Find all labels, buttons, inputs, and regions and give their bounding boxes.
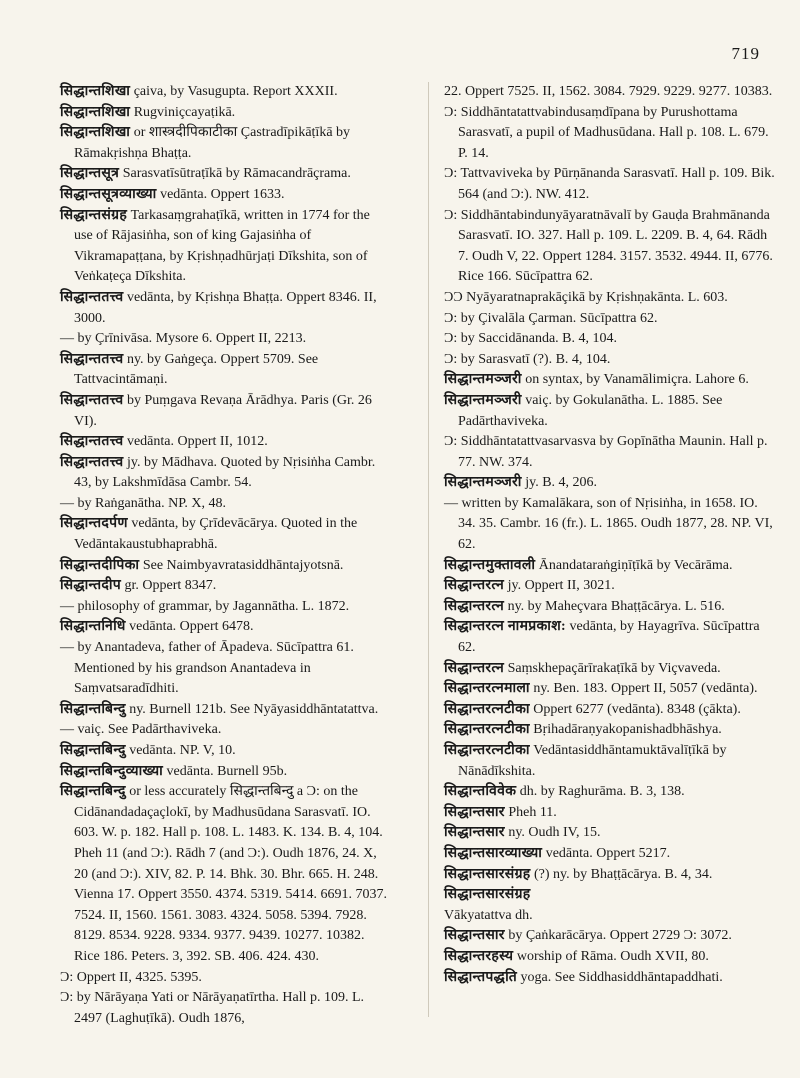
entry-text: by Çaṅkarācārya. Oppert 2729 Ɔ: 3072. <box>508 928 732 944</box>
entry-text: Oppert 6277 (vedānta). 8348 (çākta). <box>533 701 741 717</box>
entry-text: Ɔ: by Saccidānanda. B. 4, 104. <box>444 331 618 347</box>
entry-text: 22. Oppert 7525. II, 1562. 3084. 7929. 9229. 9277. 10383. <box>444 84 773 99</box>
entry-text: or शास्त्रदीपिकाटीका Çastradīpikāṭīkā by Rāmakṛishṇa Bhaṭṭa. <box>74 125 351 161</box>
entry-text: vedānta. Oppert 6478. <box>129 619 254 635</box>
entry-text: jy. by Mādhava. Quoted by Nṛisiṅha Cambr. 43, by Lakshmīdāsa Cambr. 54. <box>74 454 376 491</box>
entry-headword: सिद्धान्तदीप <box>60 578 122 594</box>
entry-headword: सिद्धान्तबिन्दु <box>60 784 126 800</box>
entry-text: vedānta, by Çrīdevācārya. Quoted in the Vedāntakaustubhaprabhā. <box>74 516 358 553</box>
entry-text: ny. by Gaṅgeça. Oppert 5709. See Tattvacintāmaṇi. <box>74 351 319 388</box>
entry-headword: सिद्धान्तरत्नटीका <box>444 701 530 717</box>
entry-text: See Naimbyavratasiddhāntajyotsnā. <box>142 557 344 573</box>
entry-headword: सिद्धान्तनिधि <box>60 619 126 635</box>
entry-headword: सिद्धान्तशिखा <box>60 84 131 99</box>
index-entry <box>444 473 776 494</box>
entry-text: çaiva, by Vasugupta. Report XXXII. <box>133 84 338 99</box>
index-entry <box>444 782 776 803</box>
entry-text: jy. B. 4, 206. <box>525 475 598 491</box>
entry-headword: सिद्धान्तदीपिका <box>60 557 140 573</box>
index-entry <box>60 741 390 762</box>
entry-text: gr. Oppert 8347. <box>124 578 217 594</box>
entry-headword: सिद्धान्तरत्न <box>444 660 505 676</box>
index-entry <box>444 720 776 741</box>
entry-text: ny. Burnell 121b. See Nyāyasiddhāntatattva. <box>129 701 379 717</box>
index-entry <box>60 432 390 453</box>
entry-headword: सिद्धान्तबिन्दु <box>60 701 126 717</box>
index-entry <box>60 617 390 638</box>
entry-headword: सिद्धान्तसारव्याख्या <box>444 845 543 861</box>
index-entry <box>444 391 776 432</box>
entry-text: Rugviniçcayaṭikā. <box>133 104 236 120</box>
entry-text: vedānta. Oppert 5217. <box>545 845 671 861</box>
index-entry <box>60 391 390 432</box>
index-entry <box>444 700 776 721</box>
entry-headword: सिद्धान्तमुक्तावली <box>444 557 536 573</box>
index-entry <box>444 288 776 309</box>
index-entry <box>60 350 390 391</box>
index-entry <box>444 741 776 782</box>
entry-headword: सिद्धान्तसारसंग्रह <box>444 866 531 882</box>
index-entry <box>444 556 776 577</box>
index-entry <box>60 514 390 555</box>
index-entry <box>60 556 390 577</box>
entry-text: Ɔ: Siddhāntatattvasarvasva by Gopīnātha Maunin. Hall p. 77. NW. 374. <box>444 434 768 470</box>
entry-headword: सिद्धान्तबिन्दु <box>60 743 126 758</box>
entry-text: Ɔ: by Nārāyaṇa Yati or Nārāyaṇatīrtha. Hall p. 109. L. 2497 (Laghuṭīkā). Oudh 1876, <box>60 990 365 1026</box>
page-number: 719 <box>731 44 760 63</box>
index-entry <box>444 906 776 927</box>
index-entry <box>444 370 776 391</box>
index-entry <box>444 309 776 330</box>
entry-headword: सिद्धान्तरत्न नामप्रकाश: <box>444 619 566 635</box>
index-entry <box>60 164 390 185</box>
entry-text: worship of Rāma. Oudh XVII, 80. <box>516 948 709 964</box>
entry-text: Ɔ: Siddhāntabindunyāyaratnāvalī by Gauḍa Brahmānanda Sarasvatī. IO. 327. Hall p. 109. L. 2209. B. 4, 64. Rādh 7. Oudh V, 22. Oppert 1284. 3157. 3532. 4944. II, 6776. Rice 166. Sūcīpattra 62. <box>444 207 773 285</box>
entry-headword: सिद्धान्तबिन्दुव्याख्या <box>60 763 164 779</box>
entry-headword: सिद्धान्तशिखा <box>60 125 131 141</box>
index-entry <box>444 329 776 350</box>
index-entry <box>60 206 390 288</box>
entry-text: vaiç. by Gokulanātha. L. 1885. See Padārthaviveka. <box>458 392 723 429</box>
index-entry <box>60 576 390 597</box>
index-entry <box>444 679 776 700</box>
entry-text: Ānandataraṅgiṇīṭīkā by Vecārāma. <box>538 557 733 573</box>
index-entry <box>444 885 776 906</box>
entry-text: ny. by Maheçvara Bhaṭṭācārya. L. 516. <box>507 598 725 614</box>
index-entry <box>444 103 776 165</box>
index-entry <box>444 350 776 371</box>
entry-text: Ɔ: Tattvaviveka by Pūrṇānanda Sarasvatī. Hall p. 109. Bik. 564 (and Ɔ:). NW. 412. <box>444 166 775 202</box>
entry-headword: सिद्धान्तसंग्रह <box>60 207 128 223</box>
entry-text: — by Anantadeva, father of Āpadeva. Sūcīpattra 61. Mentioned by his grandson Anantadeva in Saṃvatsaradīdhiti. <box>60 640 354 697</box>
entry-text: vedānta, by Kṛishṇa Bhaṭṭa. Oppert 8346. II, 3000. <box>74 289 377 326</box>
entry-headword: सिद्धान्तरहस्य <box>444 948 514 964</box>
entry-text: ny. Ben. 183. Oppert II, 5057 (vedānta). <box>533 681 758 697</box>
entry-headword: सिद्धान्ततत्त्व <box>60 289 124 305</box>
entry-headword: सिद्धान्तरत्नटीका <box>444 743 530 758</box>
entry-text: Ɔ: Siddhāntatattvabindusaṃdīpana by Purushottama Sarasvatī, a pupil of Madhusūdana. Hall p. 108. L. 679. P. 14. <box>444 104 769 161</box>
entry-text: by Puṃgava Revaṇa Ārādhya. Paris (Gr. 26 VI). <box>74 392 372 429</box>
index-entry <box>60 762 390 783</box>
entry-text: dh. by Raghurāma. B. 3, 138. <box>519 784 685 800</box>
index-entry <box>444 617 776 658</box>
entry-headword: सिद्धान्तसार <box>444 928 505 944</box>
entry-text: vedānta. NP. V, 10. <box>129 743 236 758</box>
index-entry <box>60 185 390 206</box>
index-entry <box>444 659 776 680</box>
index-entry <box>60 103 390 124</box>
index-entry <box>60 597 390 618</box>
entry-text: vedānta. Oppert II, 1012. <box>126 434 268 450</box>
entry-text: Bṛihadāraṇyakopanishadbhāshya. <box>533 722 722 738</box>
entry-text: vedānta. Burnell 95b. <box>166 763 288 779</box>
entry-text: (?) ny. by Bhaṭṭācārya. B. 4, 34. <box>534 866 713 882</box>
entry-text: — written by Kamalākara, son of Nṛisiṅha, in 1658. IO. 34. 35. Cambr. 16 (fr.). L. 1865. Oudh 1877, 28. NP. VI, 62. <box>444 495 773 553</box>
entry-text: Tarkasaṃgrahaṭīkā, written in 1774 for the use of Rājasiṅha, son of king Gajasiṅha of Vikramapaṭṭana, by Kṛishṇadhūrjaṭi Dīkshita, son of Veṅkaṭeça Dīkshita. <box>74 207 370 285</box>
entry-headword: सिद्धान्ततत्त्व <box>60 434 124 450</box>
entry-text: yoga. See Siddhasiddhāntapaddhati. <box>520 969 723 985</box>
entry-text: vedānta, by Hayagrīva. Sūcīpattra 62. <box>458 619 760 656</box>
entry-text: — by Raṅganātha. NP. X, 48. <box>60 495 227 511</box>
entry-headword: सिद्धान्तमञ्जरी <box>444 392 522 408</box>
entry-headword: सिद्धान्तमञ्जरी <box>444 475 522 491</box>
entry-text: Ɔ: by Sarasvatī (?). B. 4, 104. <box>444 351 611 367</box>
entry-headword: सिद्धान्तविवेक <box>444 784 517 800</box>
index-entry <box>444 576 776 597</box>
entry-text: — by Çrīnivāsa. Mysore 6. Oppert II, 2213. <box>60 331 307 347</box>
index-entry <box>444 432 776 473</box>
index-entry <box>444 926 776 947</box>
entry-headword: सिद्धान्ततत्त्व <box>60 392 124 408</box>
entry-text: Pheh 11. <box>508 804 557 820</box>
index-entry <box>444 844 776 865</box>
entry-headword: सिद्धान्तशिखा <box>60 104 131 120</box>
index-entry <box>444 823 776 844</box>
entry-text: Vākyatattva dh. <box>444 907 533 923</box>
index-entry <box>60 782 390 967</box>
entry-text: jy. Oppert II, 3021. <box>507 578 615 594</box>
entry-text: ƆƆ Nyāyaratnaprakāçikā by Kṛishṇakānta. L. 603. <box>444 289 728 305</box>
entry-headword: सिद्धान्तरत्न <box>444 598 505 614</box>
entry-headword: सिद्धान्तपद्धति <box>444 969 518 985</box>
column-divider <box>428 82 429 1017</box>
entry-text: on syntax, by Vanamālimiçra. Lahore 6. <box>525 372 749 388</box>
index-entry <box>60 329 390 350</box>
index-entry <box>444 82 776 103</box>
entry-text: Vedāntasiddhāntamuktāvalīṭīkā by Nānādīkshita. <box>458 743 727 779</box>
entry-headword: सिद्धान्तरत्नमाला <box>444 681 530 697</box>
index-entry <box>444 206 776 288</box>
index-entry <box>444 803 776 824</box>
entry-headword: सिद्धान्तमञ्जरी <box>444 372 522 388</box>
entry-text: vedānta. Oppert 1633. <box>160 186 285 202</box>
entry-text: Sarasvatīsūtraṭīkā by Rāmacandrāçrama. <box>122 166 351 182</box>
entry-text: ny. Oudh IV, 15. <box>508 825 601 841</box>
index-entry <box>60 82 390 103</box>
index-entry <box>444 865 776 886</box>
index-entry <box>444 494 776 556</box>
entry-headword: सिद्धान्तसारसंग्रह <box>444 887 531 903</box>
index-entry <box>444 597 776 618</box>
entry-text: or less accurately सिद्धान्तबिन्दु a Ɔ: on the Cidānandadaçaçlokī, by Madhusūdana Sarasvatī. IO. 603. W. p. 182. Hall p. 108. L. 1483. K. 134. B. 4, 104. Pheh 11 (and Ɔ:). Rādh 7 (and Ɔ:). Oudh 1876, 24. X, 20 (and Ɔ:). XIV, 82. P. 14. Bhk. 30. Bhr. 665. H. 248. Vienna 17. Oppert 3550. 4374. 5319. 5414. 6691. 7037. 7524. II, 1560. 1561. 3083. 4324. 5058. 5394. 7928. 8129. 8534. 9228. 9334. 9377. 9439. 10277. 10382. Rice 186. Peters. 3, 392. SB. 406. 424. 430. <box>74 784 387 964</box>
index-entry <box>444 164 776 205</box>
entry-headword: सिद्धान्तसार <box>444 804 505 820</box>
entry-headword: सिद्धान्तसूत्रव्याख्या <box>60 186 157 202</box>
index-entry <box>60 453 390 494</box>
entry-headword: सिद्धान्तसार <box>444 825 505 841</box>
index-entry <box>60 720 390 741</box>
index-entry <box>60 288 390 329</box>
entry-text: Ɔ: Oppert II, 4325. 5395. <box>60 969 202 985</box>
entry-headword: सिद्धान्ततत्त्व <box>60 351 124 367</box>
entry-text: Ɔ: by Çivalāla Çarman. Sūcīpattra 62. <box>444 310 658 326</box>
entry-headword: सिद्धान्तदर्पण <box>60 516 128 532</box>
index-entry <box>60 968 390 989</box>
left-column <box>60 82 390 1029</box>
entry-text: Saṃskhepaçārīrakaṭīkā by Viçvaveda. <box>507 660 721 676</box>
entry-headword: सिद्धान्तरत्न <box>444 578 505 594</box>
entry-headword: सिद्धान्तसूत्र <box>60 166 120 182</box>
index-entry <box>60 638 390 700</box>
right-column <box>444 82 776 988</box>
entry-text: — philosophy of grammar, by Jagannātha. L. 1872. <box>60 598 350 614</box>
index-entry <box>444 947 776 968</box>
entry-text: — vaiç. See Padārthaviveka. <box>60 722 222 738</box>
index-entry <box>60 494 390 515</box>
index-entry <box>60 123 390 164</box>
entry-headword: सिद्धान्तरत्नटीका <box>444 722 530 738</box>
index-entry <box>60 988 390 1029</box>
index-entry <box>444 968 776 989</box>
entry-headword: सिद्धान्ततत्त्व <box>60 454 124 470</box>
index-entry <box>60 700 390 721</box>
